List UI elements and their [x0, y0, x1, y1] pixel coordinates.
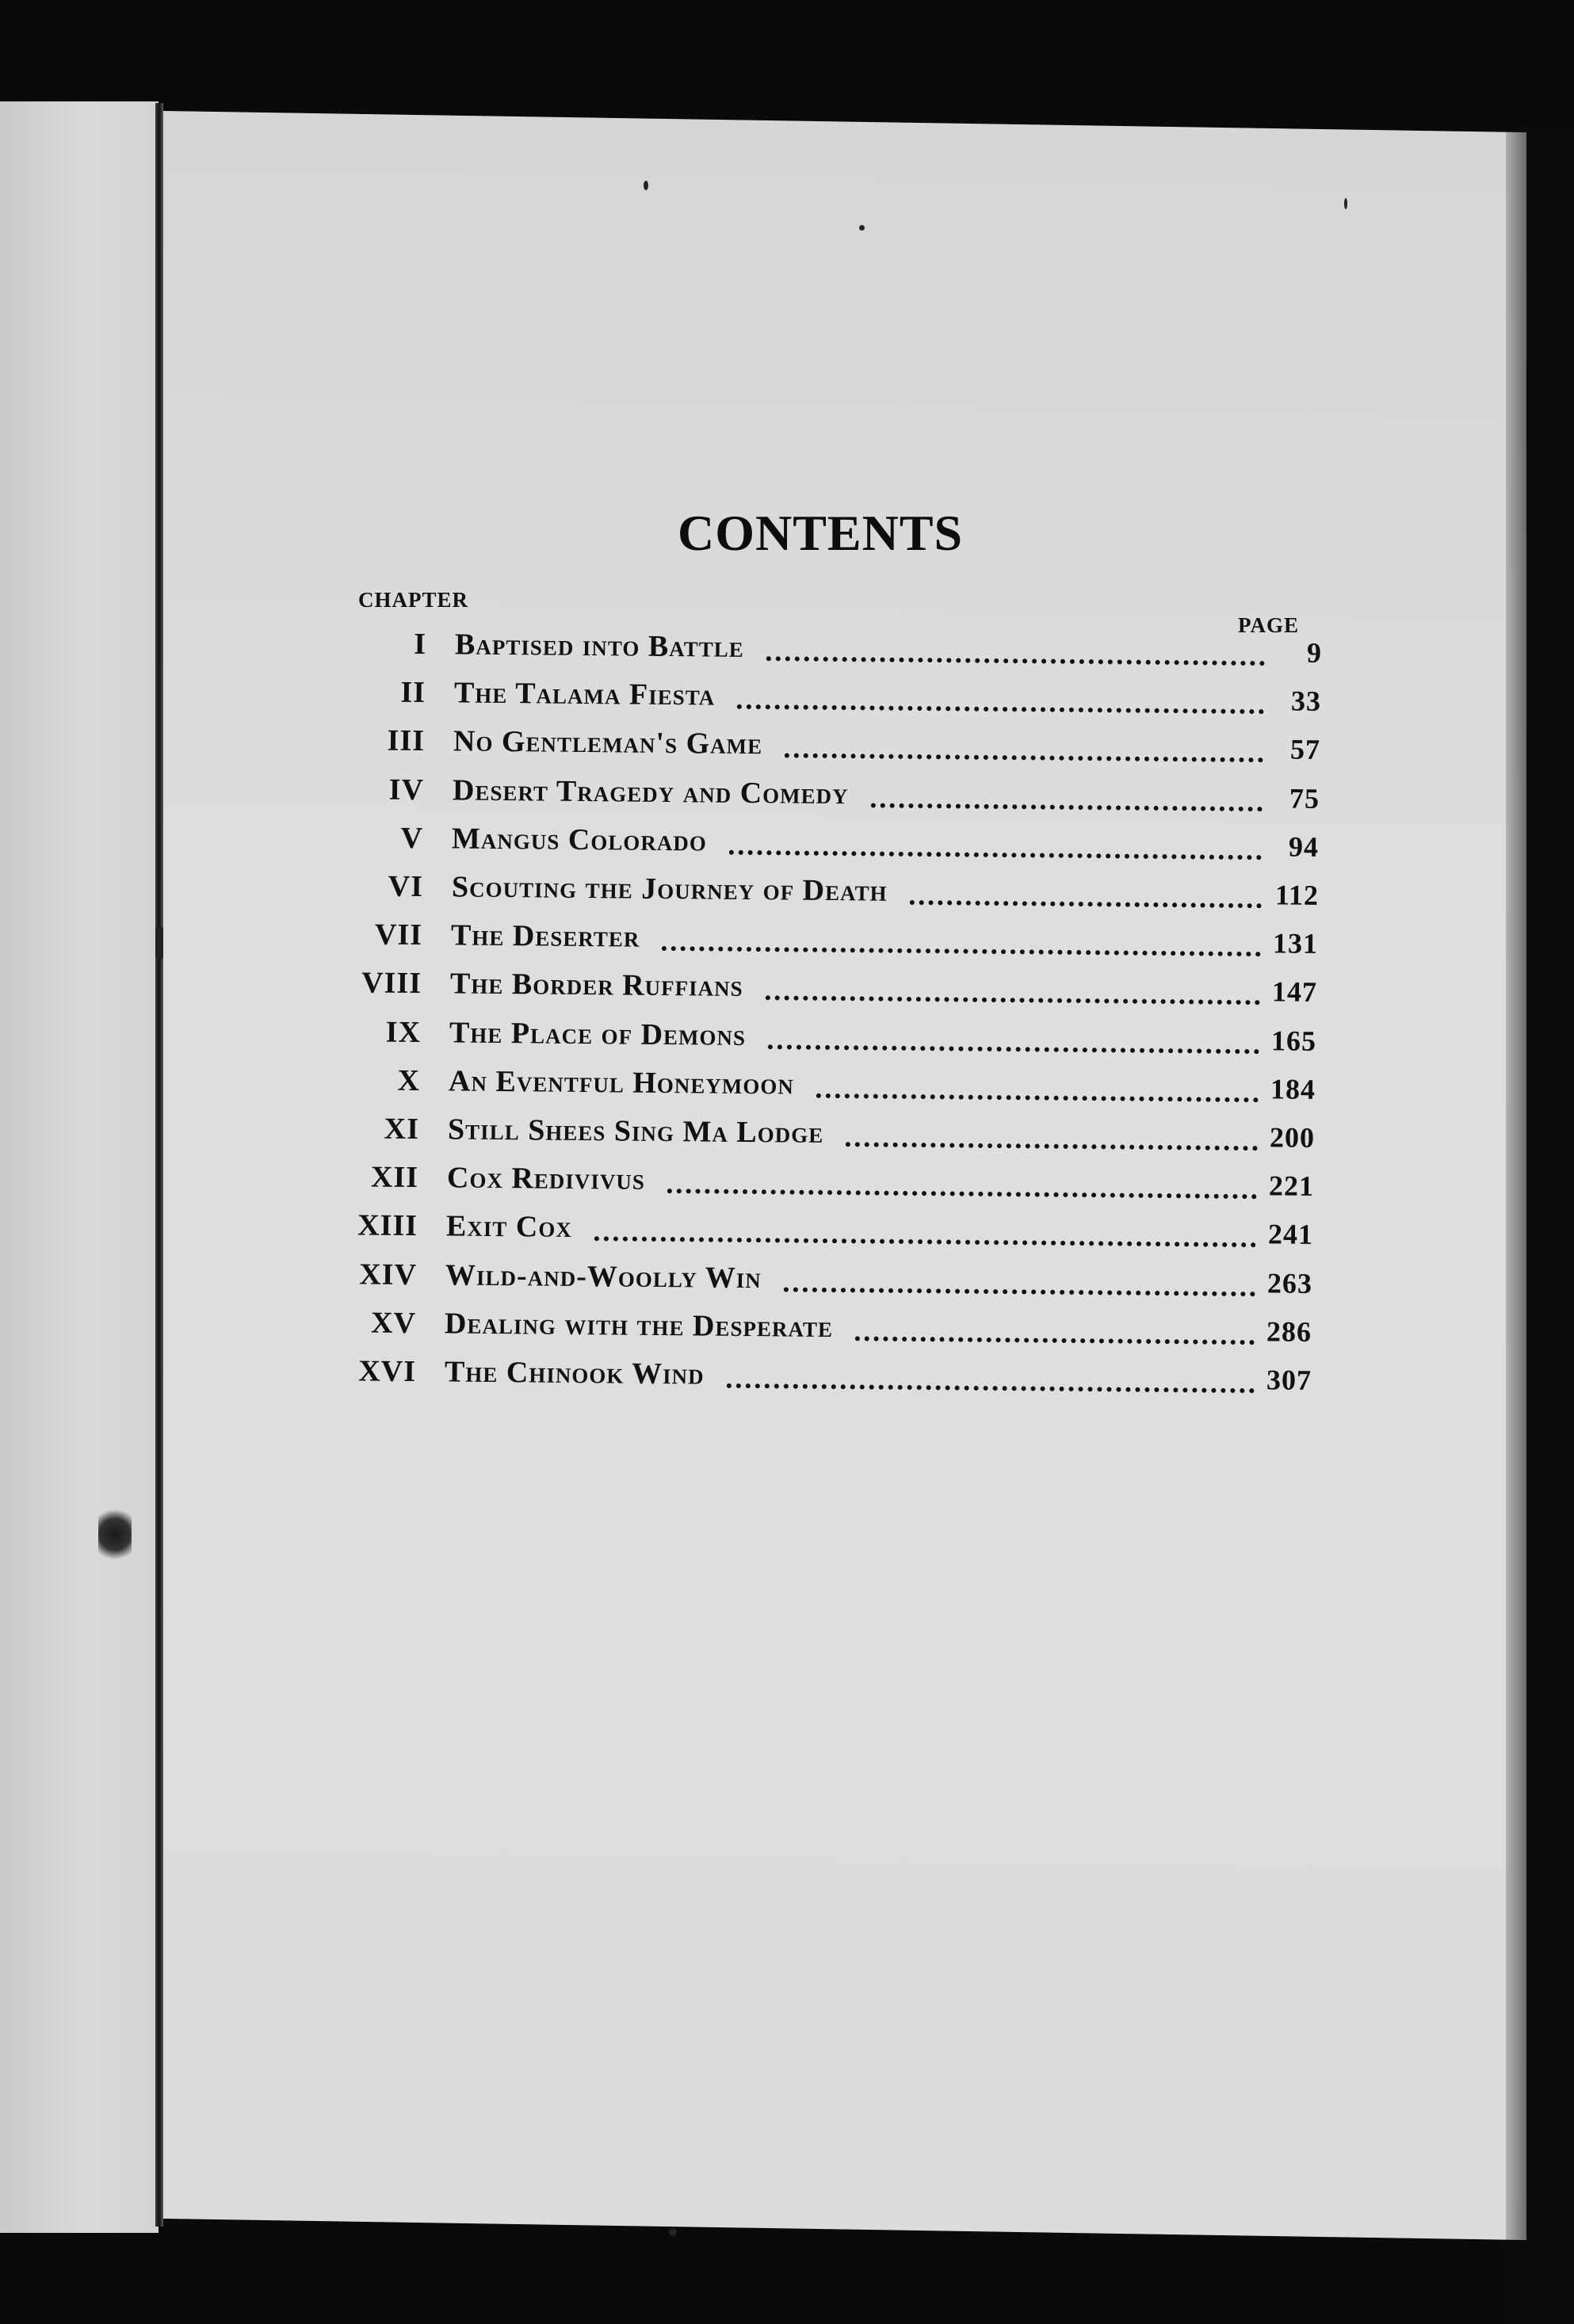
chapter-number: XI: [384, 1112, 420, 1147]
chapter-title: An Eventful Honeymoon: [448, 1064, 794, 1101]
chapter-title: Scouting the Journey of Death: [451, 870, 888, 908]
page-number: 131: [1272, 927, 1318, 960]
dot-leader: [768, 1044, 1259, 1054]
dot-leader: [766, 656, 1265, 666]
contents-row: [334, 1014, 1316, 1065]
chapter-title: Exit Cox: [446, 1209, 573, 1245]
chapter-title: Desert Tragedy and Comedy: [453, 773, 850, 811]
chapter-number: XV: [371, 1306, 417, 1340]
dot-leader: [846, 1142, 1258, 1151]
page-number: 9: [1306, 636, 1323, 669]
page-number: 94: [1289, 830, 1320, 863]
chapter-title: The Chinook Wind: [444, 1355, 705, 1391]
page-number: 57: [1289, 733, 1321, 766]
page-number: 200: [1269, 1121, 1316, 1154]
contents-row: [333, 1063, 1316, 1113]
dot-leader: [785, 754, 1263, 763]
contents-row: [332, 1111, 1315, 1162]
chapter-number: XIII: [357, 1208, 418, 1243]
dot-leader: [909, 900, 1261, 908]
dot-leader: [726, 1383, 1254, 1393]
dot-leader: [667, 1189, 1257, 1199]
dot-leader: [662, 946, 1261, 956]
dot-leader: [784, 1287, 1255, 1296]
chapter-title: The Place of Demons: [449, 1015, 747, 1052]
chapter-number: II: [400, 675, 426, 710]
contents-row: [330, 1257, 1312, 1307]
chapter-title: Wild-and-Woolly Win: [445, 1257, 762, 1295]
chapter-number: VI: [388, 869, 423, 904]
chapter-number: X: [397, 1063, 421, 1097]
dot-leader: [729, 850, 1262, 860]
page-number: 241: [1267, 1218, 1314, 1251]
contents-row: [331, 1159, 1314, 1210]
page-number: 165: [1270, 1024, 1316, 1057]
contents-row: [339, 626, 1322, 677]
chapter-title: The Border Ruffians: [449, 967, 743, 1004]
chapter-number: XIV: [359, 1257, 418, 1292]
dot-leader: [871, 803, 1263, 811]
chapter-number: VII: [374, 918, 422, 952]
chapter-number: V: [400, 821, 424, 855]
chapter-number: IV: [388, 773, 425, 807]
chapter-title: No Gentleman's Game: [453, 724, 763, 761]
page-title: CONTENTS: [678, 505, 964, 561]
page-number: 263: [1267, 1266, 1313, 1299]
page-number: 33: [1290, 685, 1322, 718]
chapter-number: VIII: [361, 966, 422, 1001]
page-number: 307: [1266, 1364, 1312, 1396]
contents-row: [334, 917, 1317, 967]
contents-row: [337, 772, 1320, 822]
page-column-header: PAGE: [1238, 613, 1299, 637]
page-number: 221: [1268, 1170, 1315, 1203]
page-number: 112: [1274, 879, 1319, 911]
chapter-title: Baptised into Battle: [454, 628, 744, 664]
chapter-number: XII: [370, 1160, 419, 1195]
page-number: 147: [1271, 975, 1317, 1009]
dot-leader: [737, 704, 1264, 714]
chapter-number: I: [414, 627, 427, 662]
dot-leader: [765, 996, 1259, 1006]
contents-row: [328, 1353, 1311, 1404]
contents-row: [338, 674, 1321, 725]
dot-leader: [594, 1237, 1256, 1248]
chapter-title: Still Shees Sing Ma Lodge: [447, 1112, 824, 1150]
page-number: 286: [1266, 1315, 1312, 1348]
chapter-column-header: CHAPTER: [358, 588, 469, 612]
contents-row: [334, 965, 1316, 1016]
chapter-number: IX: [385, 1015, 422, 1049]
contents-row: [330, 1208, 1313, 1258]
contents-row: [335, 868, 1318, 919]
chapter-title: Cox Redivivus: [446, 1161, 646, 1196]
chapter-title: Mangus Colorado: [452, 822, 708, 858]
page-number: 75: [1289, 782, 1320, 815]
contents-row: [329, 1305, 1312, 1356]
chapter-number: XVI: [357, 1354, 416, 1389]
dot-leader: [816, 1093, 1259, 1102]
contents-row: [336, 820, 1319, 871]
chapter-title: The Deserter: [450, 918, 640, 954]
chapter-number: III: [387, 723, 426, 758]
dot-leader: [855, 1336, 1255, 1345]
chapter-title: The Talama Fiesta: [453, 676, 716, 712]
page-number: 184: [1270, 1073, 1316, 1105]
contents-row: [338, 723, 1320, 773]
chapter-title: Dealing with the Desperate: [445, 1307, 834, 1344]
